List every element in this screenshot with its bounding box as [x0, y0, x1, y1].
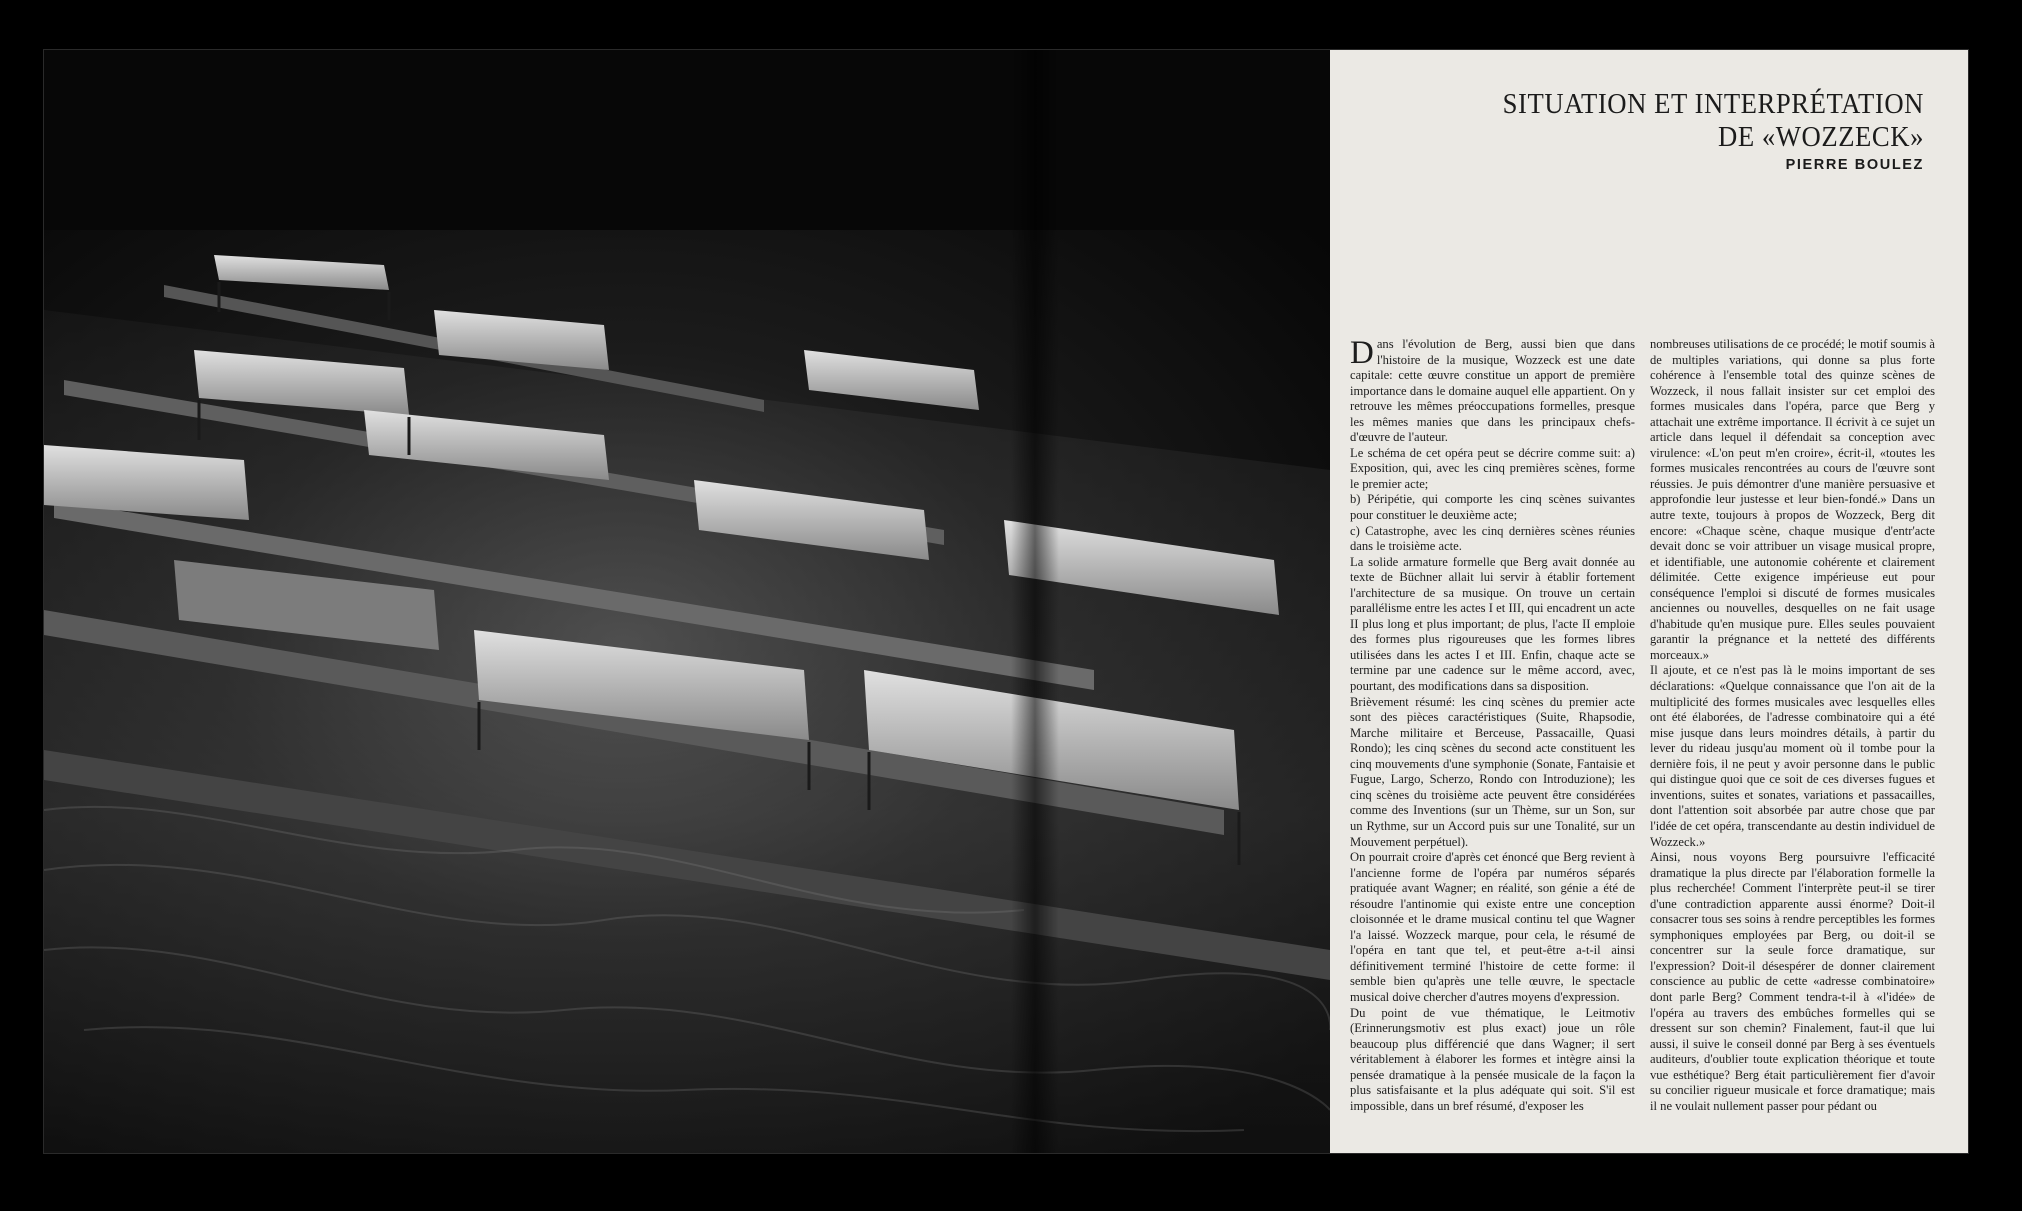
paragraph: Ainsi, nous voyons Berg poursuivre l'efficacité dramatique la plus directe par l'élaboration formelle la plus recherchée! Comment l'interprète peut-il se tirer d'une contradiction apparente aussi énorme? Doit-il consacrer tous ses soins à rendre perceptibles les formes symphoniques employées par Berg, ou doit-il se concentrer sur la seule force dramatique, sur l'expression? Doit-il désespérer de donner clairement conscience au public de cette «adresse combinatoire» dont parle Berg? Comment tendra-t-il à «l'idée» de l'opéra au travers des embûches formelles qui se dressent sur son chemin? Finalement, faut-il que lui aussi, il suive le conseil donné par Berg à ses éventuels auditeurs, d'oublier toute explication théorique et toute vue esthétique? Berg était particulièrement fier d'avoir su concilier rigueur musicale et force dramatique; mais il ne voulait nullement passer pour pédant ou: [1650, 850, 1935, 1113]
paragraph: Brièvement résumé: les cinq scènes du premier acte sont des pièces caractéristiques (Suite, Rhapsodie, Marche militaire et Berceuse, Passacaille, Quasi Rondo); les cinq scènes du second acte constituent les cinq mouvements d'une symphonie (Sonate, Fantaisie et Fugue, Largo, Scherzo, Rondo con Introduzione); les cinq scènes du troisième acte peuvent être considérées comme des Inventions (sur un Thème, sur un Son, sur un Rythme, sur un Accord puis sur une Tonalité, sur un Mouvement perpétuel).: [1350, 694, 1635, 849]
photo-illustration: [44, 50, 1330, 1153]
stage-photograph: [44, 50, 1330, 1153]
article-header: [1466, 88, 1924, 173]
paragraph: b) Péripétie, qui comporte les cinq scènes suivantes pour constituer le deuxième acte;: [1350, 492, 1635, 523]
article-title-line-1: SITUATION ET INTERPRÉTATION: [1502, 88, 1924, 120]
drop-cap: D: [1350, 337, 1374, 371]
paragraph: [1350, 337, 1635, 446]
paragraph: Le schéma de cet opéra peut se décrire comme suit: a) Exposition, qui, avec les cinq premières scènes, forme le premier acte;: [1350, 445, 1635, 491]
paragraph: c) Catastrophe, avec les cinq dernières scènes réunies dans le troisième acte.: [1350, 523, 1635, 554]
paragraph-text: ans l'évolution de Berg, aussi bien que dans l'histoire de la musique, Wozzeck est une date capitale: cette œuvre constitue un apport de première importance dans le domaine auquel elle appartient. On y retrouve les mêmes préoccupations formelles, presque les mêmes manies que dans les principaux chefs-d'œuvre de l'auteur.: [1350, 337, 1635, 445]
text-page: [1330, 50, 1968, 1153]
article-author: PIERRE BOULEZ: [1785, 157, 1924, 173]
paragraph: Du point de vue thématique, le Leitmotiv (Erinnerungsmotiv est plus exact) joue un rôle beaucoup plus différencié que dans Wagner; il sert véritablement à élaborer les formes et intègre ainsi la pensée dramatique à la pensée musicale de la façon la plus satisfaisante et la plus adéquate qui soit. S'il est impossible, dans un bref résumé, d'exposer les: [1350, 1005, 1635, 1113]
paragraph: nombreuses utilisations de ce procédé; le motif soumis à de multiples variations, qui donne sa plus forte cohérence à l'ensemble total des quinze scènes de Wozzeck, il nous fallait insister sur cet emploi des formes musicales dans l'opéra, parce que Berg y attachait une extrême importance. Il écrivit à ce sujet un article dans lequel il défendait sa conception avec virulence: «L'on peut m'en croire», écrit-il, «toutes les formes musicales rencontrées au cours de l'œuvre sont réussies. Je puis démontrer d'une manière persuasive et approfondie leur justesse et leur bien-fondé.» Dans un autre texte, toujours à propos de Wozzeck, Berg dit encore: «Chaque scène, chaque musique d'entr'acte devait donc se voir attribuer un visage musical propre, et identifiable, une autonomie cohérente et clairement délimitée. Cette exigence impérieuse eut pour conséquence l'emploi si discuté de formes musicales anciennes ou nouvelles, desquelles on ne fait usage d'habitude qu'en musique pure. Elles seules pouvaient garantir la prégnance et la netteté des différents morceaux.»: [1650, 337, 1935, 662]
paragraph: Il ajoute, et ce n'est pas là le moins important de ses déclarations: «Quelque connaissance que l'on ait de la multiplicité des formes musicales avec lesquelles elles ont été élaborées, de l'adresse combinatoire qui a été mise jusque dans leurs moindres détails, à partir du lever du rideau jusqu'au moment où il tombe pour la dernière fois, il ne peut y avoir personne dans le public qui distingue quoi que ce soit de ces diverses fugues et inventions, suites et sonates, variations et passacailles, dont l'attention soit absorbée par autre chose que par l'idée de cet opéra, transcendante au destin individuel de Wozzeck.»: [1650, 663, 1935, 849]
paragraph: On pourrait croire d'après cet énoncé que Berg revient à l'ancienne forme de l'opéra par numéros séparés pratiquée avant Wagner; en réalité, son génie a été de résoudre l'antinomie qui existe entre une conception cloisonnée et le drame musical continu tel que Wagner l'a laissé. Wozzeck marque, pour cela, le résumé de l'opéra en tant que tel, et peut-être a-t-il ainsi définitivement terminé l'histoire de cette forme: il semble bien qu'après une telle œuvre, le spectacle musical doive chercher d'autres moyens d'expression.: [1350, 850, 1635, 1004]
magazine-spread: [44, 50, 1968, 1153]
paragraph: La solide armature formelle que Berg avait donnée au texte de Büchner allait lui servir à établir fortement l'architecture de sa musique. On trouve un certain parallélisme entre les actes I et III, qui encadrent un acte II plus long et plus important; de plus, l'acte II emploie des formes plus rigoureuses que les formes libres utilisées dans les actes I et III. Enfin, chaque acte se termine par une cadence sur le même accord, avec, pourtant, des modifications dans sa disposition.: [1350, 554, 1635, 694]
article-title-line-2: DE «WOZZECK»: [1718, 121, 1924, 153]
text-column-1: [1350, 337, 1635, 1127]
page-gutter-shadow: [1011, 50, 1059, 1153]
text-column-2: [1650, 337, 1935, 1127]
